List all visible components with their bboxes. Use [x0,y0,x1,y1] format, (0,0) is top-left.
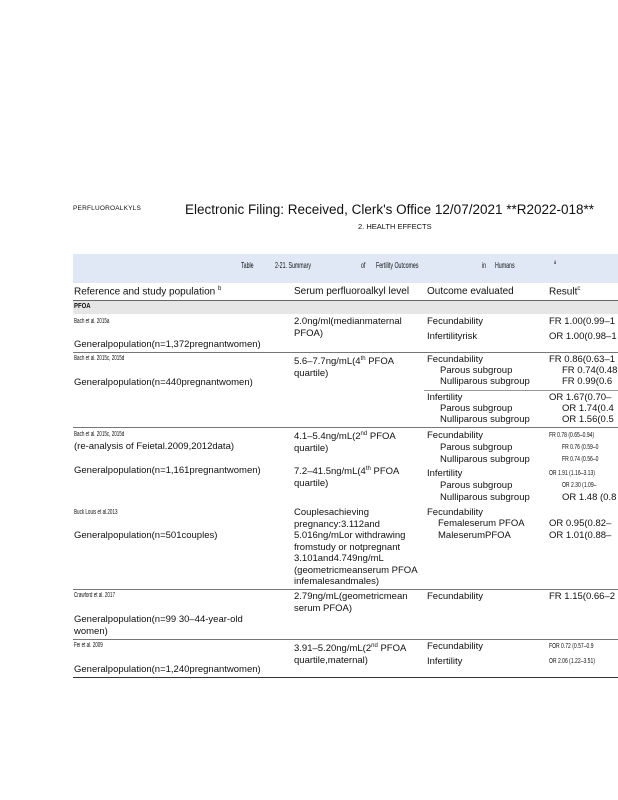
row-citation: Fei et al. 2009 [74,642,103,649]
row-population: Generalpopulation(n=501couples) [74,530,218,541]
row-result: OR 1.56(0.5 [562,414,614,425]
row-result: OR 2.30 (1.09– [562,482,597,489]
row-result: OR 1.01(0.88– [549,530,612,541]
row-outcome: Fecundability [427,316,483,327]
row-outcome-subgroup: Parous subgroup [440,442,513,453]
row-result: OR 1.74(0.4 [562,403,614,414]
row-divider [73,589,618,590]
table-bottom-rule [73,677,618,678]
row-outcome-subgroup: Nulliparous subgroup [440,454,530,465]
row-serum-level [294,641,424,666]
row-citation: Bach et al. 2015c, 2015d [74,355,125,362]
footnote-mark: b [218,286,222,292]
row-population: Generalpopulation(n=1,372pregnantwomen) [74,339,261,350]
row-citation: Buck Louis et al.2013 [74,509,118,516]
ordinal-suffix: nd [360,431,368,437]
serum-text: 3.91–5.20ng/mL(2 [294,643,372,655]
column-header-reference [74,286,221,297]
section-heading: 2. HEALTH EFFECTS [358,222,432,231]
table-title-footnote-mark: a [554,260,557,266]
table-title-number: 2-21. Summary [275,260,312,270]
ordinal-suffix: th [365,466,371,472]
row-result: OR 1.48 (0.8 [562,492,617,503]
row-divider [73,639,618,640]
row-result: FR 0.74(0.48 [562,365,618,376]
row-result: FR 0.76 (0.59–0 [562,444,599,451]
row-outcome-subgroup: Parous subgroup [440,365,513,376]
subrow-divider [424,390,618,391]
serum-text: 4.1–5.4ng/mL(2 [294,431,361,443]
row-serum-level: 2.79ng/mL(geometricmean serum PFOA) [294,591,408,614]
table-title-subject: Fertility Outcomes [376,260,419,270]
row-serum-level: 2.0ng/ml(medianmaternal PFOA) [294,316,402,339]
serum-text: 5.6–7.7ng/mL(4 [294,356,361,368]
row-outcome: Infertility [427,656,463,667]
row-serum-level [294,429,422,454]
row-serum-level [294,464,422,489]
row-outcome: Infertility [427,468,463,479]
row-result: FR 0.74 (0.56–0 [562,456,599,463]
row-outcome: Infertility [427,392,463,403]
row-result: FR 0.86(0.63–1 [549,354,616,365]
filing-stamp: Electronic Filing: Received, Clerk's Office 12/07/2021 **R2022-018** [185,202,595,217]
column-header-result [549,286,580,297]
column-header-reference-text: Reference and study population [74,286,216,298]
row-population: Generalpopulation(n=1,240pregnantwomen) [74,664,261,675]
row-result: FR 0.78 (0.65–0.94) [549,432,595,439]
row-outcome: Fecundability [427,354,483,365]
row-serum-level [294,354,422,379]
row-population: Generalpopulation(n=440pregnantwomen) [74,377,253,388]
serum-text: 7.2–41.5ng/mL(4 [294,466,366,478]
table-title-band [73,254,618,283]
row-result: FR 0.99(0.6 [562,376,613,387]
column-header-serum: Serum perfluoroalkyl level [294,286,410,297]
row-population: Generalpopulation(n=1,161pregnantwomen) [74,465,261,476]
table-title-population: Humans [495,260,515,270]
row-result: FR 1.15(0.66–2 [549,591,616,602]
running-head: PERFLUOROALKYLS [73,205,142,212]
row-divider [73,352,618,353]
footnote-mark: c [577,286,581,292]
row-population: Generalpopulation(n=99 30–44-year-old women) [74,614,243,637]
table-title-word: in [482,260,487,270]
row-result: OR 1.91 (1.16–3.13) [549,470,595,477]
table-title-word: of [361,260,366,270]
column-header-result-text: Result [549,286,578,298]
row-outcome-subgroup: Nulliparous subgroup [440,414,530,425]
serum-text: PFOA quartile) [294,431,396,454]
section-label-pfoa: PFOA [74,303,91,310]
row-outcome-subgroup: Parous subgroup [440,403,513,414]
serum-text: PFOA quartile) [294,466,399,489]
row-result: OR 0.95(0.82– [549,518,612,529]
row-result: OR 1.67(0.70– [549,392,612,403]
row-citation: Crawford et al. 2017 [74,592,115,599]
row-outcome: Fecundability [427,430,483,441]
column-header-outcome: Outcome evaluated [427,286,514,297]
row-outcome-subgroup: MaleserumPFOA [438,530,511,541]
row-citation: Bach et al. 2015c, 2015d [74,431,125,438]
row-outcome: Fecundability [427,591,483,602]
row-outcome-subgroup: Nulliparous subgroup [440,376,530,387]
row-citation: Bach et al. 2015a [74,318,110,325]
table-title-word: Table [241,260,254,270]
row-outcome-subgroup: Parous subgroup [440,480,513,491]
row-result: FR 1.00(0.99–1 [549,316,616,327]
row-outcome: Fecundability [427,507,483,518]
ordinal-suffix: th [360,356,366,362]
row-outcome: Infertilityrisk [427,331,478,342]
row-serum-level: Couplesachieving pregnancy:3.112and 5.016ng/mLor withdrawing fromstudy or notpregnant 3.101and4.749ng/mL (geometricmeanserum PFOA infemalesandmales) [294,507,418,587]
serum-text: PFOA quartile) [294,356,394,379]
row-outcome: Fecundability [427,641,483,652]
row-divider [73,427,618,428]
row-outcome-subgroup: Nulliparous subgroup [440,492,530,503]
ordinal-suffix: nd [371,643,378,649]
row-reanalysis-note: (re-analysis of Feietal.2009,2012data) [74,441,235,452]
section-band [73,301,618,314]
row-result: FOR 0.72 (0.57–0.9 [549,643,594,650]
serum-text: PFOA quartile,maternal) [294,643,406,666]
row-outcome-subgroup: Femaleserum PFOA [438,518,525,529]
row-result: OR 1.00(0.98–1 [549,331,617,342]
row-result: OR 2.06 (1.22–3.51) [549,658,595,665]
